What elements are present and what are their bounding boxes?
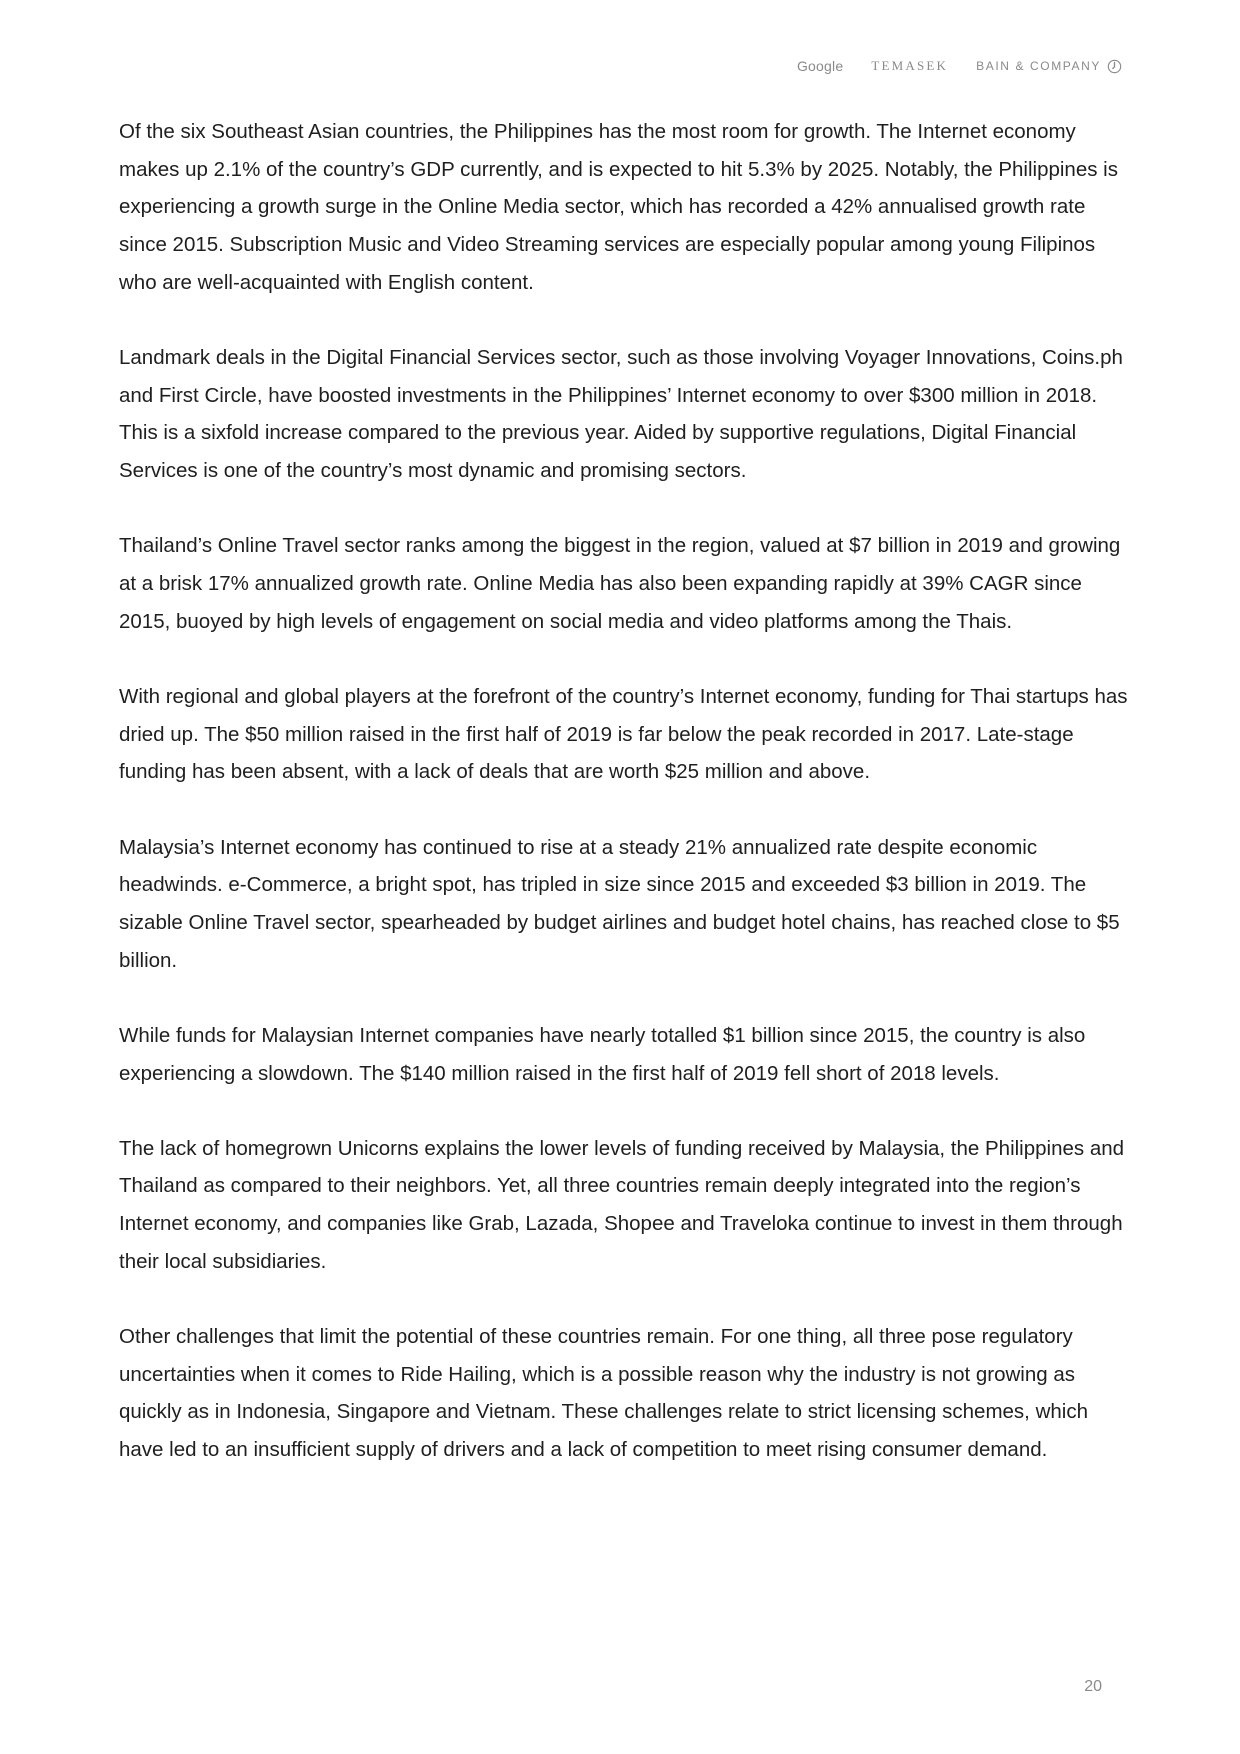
paragraph-thailand-funding: With regional and global players at the forefront of the country’s Internet economy, funding for Thai startups has dried up. The $50 million raised in the first half of 2019 is far below the peak recorded in 2017. Late-stage funding has been absent, with a lack of deals that are worth $25 million and above.: [119, 684, 1128, 784]
paragraph-malaysia-funding: While funds for Malaysian Internet companies have nearly totalled $1 billion since 2015, the country is also experiencing a slowdown. The $140 million raised in the first half of 2019 fell short of 2018 levels.: [119, 1023, 1086, 1085]
paragraph-thailand-travel: Thailand’s Online Travel sector ranks among the biggest in the region, valued at $7 billion in 2019 and growing at a brisk 17% annualized growth rate. Online Media has also been expanding rapidly at 39% CAGR since 2015, buoyed by high levels of engagement on social media and video platforms among the Thais.: [119, 534, 1121, 633]
paragraph-philippines-growth: Of the six Southeast Asian countries, the Philippines has the most room for growth. The Internet economy makes up 2.1% of the country’s GDP currently, and is expected to hit 5.3% by 2025. Notably, the Philippines is experiencing a growth surge in the Online Media sector, which has recorded a 42% annualised growth rate since 2015. Subscription Music and Video Streaming services are especially popular among young Filipinos who are well-acquainted with English content.: [119, 120, 1118, 294]
temasek-logo: TEMASEK: [871, 58, 949, 73]
page-number: 20: [1084, 1678, 1102, 1695]
bain-clock-icon: [1107, 59, 1122, 74]
body-text: [119, 113, 1129, 1506]
paragraph-unicorns: The lack of homegrown Unicorns explains the lower levels of funding received by Malaysia, the Philippines and Thailand as compared to their neighbors. Yet, all three countries remain deeply integrated into the region’s Internet economy, and companies like Grab, Lazada, Shopee and Traveloka continue to invest in them through their local subsidiaries.: [119, 1136, 1125, 1273]
bain-logo-text: BAIN & COMPANY: [976, 59, 1101, 73]
header-logos: [797, 58, 1122, 74]
bain-logo: [976, 59, 1122, 74]
google-logo: Google: [796, 58, 844, 74]
paragraph-philippines-finance: Landmark deals in the Digital Financial Services sector, such as those involving Voyager Innovations, Coins.ph and First Circle, have boosted investments in the Philippines’ Internet economy to over $300 million in 2018. This is a sixfold increase compared to the previous year. Aided by supportive regulations, Digital Financial Services is one of the country’s most dynamic and promising sectors.: [119, 346, 1123, 483]
paragraph-malaysia-economy: Malaysia’s Internet economy has continued to rise at a steady 21% annualized rate despite economic headwinds. e-Commerce, a bright spot, has tripled in size since 2015 and exceeded $3 billion in 2019. The sizable Online Travel sector, spearheaded by budget airlines and budget hotel chains, has reached close to $5 billion.: [119, 835, 1120, 972]
paragraph-ride-hailing: Other challenges that limit the potential of these countries remain. For one thing, all three pose regulatory uncertainties when it comes to Ride Hailing, which is a possible reason why the industry is not growing as quickly as in Indonesia, Singapore and Vietnam. These challenges relate to strict licensing schemes, which have led to an insufficient supply of drivers and a lack of competition to meet rising consumer demand.: [119, 1325, 1088, 1462]
